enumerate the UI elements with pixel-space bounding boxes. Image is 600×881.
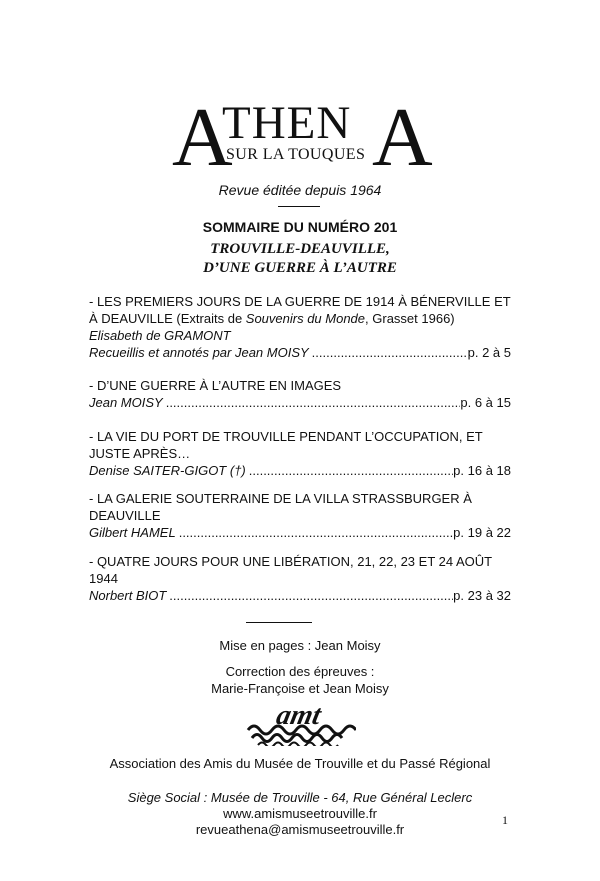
toc-entry-title: - LA VIE DU PORT DE TROUVILLE PENDANT L’OCCUPATION, ET — [89, 429, 483, 444]
masthead-letter-a-right: A — [372, 91, 433, 184]
sommaire-heading: SOMMAIRE DU NUMÉRO 201 — [202, 219, 398, 235]
toc-entry-author: Norbert BIOT — [89, 588, 167, 603]
toc-entry-author: Elisabeth de GRAMONT — [89, 328, 231, 343]
masthead-subtitle: SUR LA TOUQUES — [226, 146, 366, 163]
toc-entry-pages: p. 16 à 18 — [453, 463, 511, 478]
dot-leader — [166, 587, 453, 604]
email-link[interactable]: revueathena@amismuseetrouville.fr — [195, 822, 405, 837]
association-name: Association des Amis du Musée de Trouville et du Passé Régional — [109, 756, 491, 771]
logo-wordmark: amt — [273, 700, 324, 731]
toc-title-book: Souvenirs du Monde — [245, 311, 366, 326]
masthead — [0, 91, 600, 184]
toc-entry-title: - LA GALERIE SOUTERRAINE DE LA VILLA STRASSBURGER À — [89, 491, 472, 506]
dot-leader — [163, 394, 461, 411]
theme-title-line1: TROUVILLE-DEAUVILLE, — [210, 241, 390, 257]
amt-wave-logo-icon — [244, 700, 356, 746]
toc-entry — [89, 293, 511, 361]
divider-rule — [246, 622, 312, 623]
toc-entry-pages: p. 6 à 15 — [460, 395, 511, 410]
toc-entry-title: - D’UNE GUERRE À L’AUTRE EN IMAGES — [89, 378, 342, 393]
page-number: 1 — [502, 813, 508, 827]
toc-entry-title: JUSTE APRÈS… — [89, 446, 191, 461]
toc-entry-pages: p. 23 à 32 — [453, 588, 511, 603]
dot-leader — [246, 462, 453, 479]
toc-entry-title: DEAUVILLE — [89, 508, 161, 523]
toc-entry — [89, 553, 511, 604]
toc-title-text: À DEAUVILLE (Extraits de — [89, 311, 246, 326]
masthead-letter-a-left: A — [172, 91, 233, 184]
toc-entry — [89, 428, 511, 479]
toc-entry-credit: Recueillis et annotés par Jean MOISY — [89, 345, 309, 360]
proofing-label: Correction des épreuves : — [225, 664, 375, 679]
layout-credit: Mise en pages : Jean Moisy — [219, 638, 381, 653]
toc-title-text: , Grasset 1966) — [365, 311, 455, 326]
toc-entry-pagerow — [89, 344, 511, 361]
toc-entry-title: - QUATRE JOURS POUR UNE LIBÉRATION, 21, 22, 23 ET 24 AOÛT — [89, 554, 493, 569]
divider-rule — [278, 206, 320, 207]
toc-entry-pagerow — [89, 524, 511, 541]
tagline: Revue éditée depuis 1964 — [218, 182, 382, 198]
toc-entry-pages: p. 2 à 5 — [467, 345, 511, 360]
toc-entry — [89, 490, 511, 541]
toc-entry-pagerow — [89, 394, 511, 411]
masthead-title: THEN — [222, 97, 352, 149]
theme-title-line2: D’UNE GUERRE À L’AUTRE — [203, 260, 397, 276]
website-link[interactable]: www.amismuseetrouville.fr — [223, 806, 377, 821]
toc-entry-title: - LES PREMIERS JOURS DE LA GUERRE DE 1914 À BÉNERVILLE ET — [89, 294, 511, 309]
head-office: Siège Social : Musée de Trouville - 64, Rue Général Leclerc — [127, 790, 473, 805]
dot-leader — [309, 344, 468, 361]
toc-entry-pagerow — [89, 462, 511, 479]
proofing-names: Marie-Françoise et Jean Moisy — [211, 681, 389, 696]
toc-entry-title: 1944 — [89, 571, 118, 586]
toc-entry-author: Gilbert HAMEL — [89, 525, 176, 540]
toc-entry — [89, 377, 511, 411]
toc-entry-author: Jean MOISY — [89, 395, 163, 410]
toc-entry-title — [89, 310, 511, 327]
toc-entry-author: Denise SAITER-GIGOT (†) — [89, 463, 246, 478]
dot-leader — [176, 524, 453, 541]
toc-entry-pages: p. 19 à 22 — [453, 525, 511, 540]
toc-entry-pagerow — [89, 587, 511, 604]
